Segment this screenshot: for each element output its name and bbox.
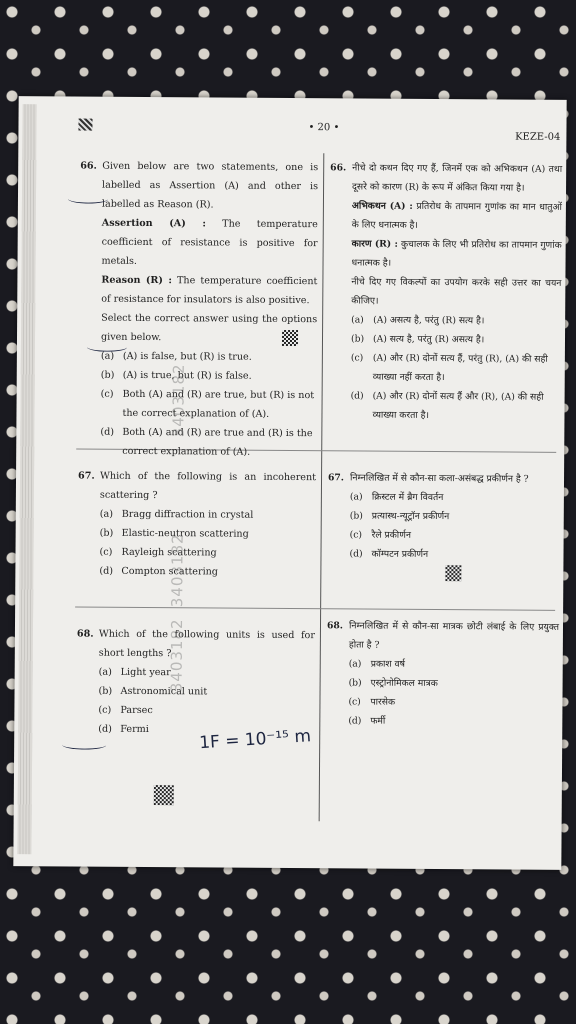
question-67-english xyxy=(77,467,316,583)
handwritten-tick xyxy=(87,343,127,352)
option-c: (c) Rayleigh scattering xyxy=(99,546,217,559)
option-a: (a) (A) is false, but (R) is true. xyxy=(100,350,252,363)
handwritten-tick xyxy=(68,194,108,203)
page-stack-edge xyxy=(17,104,36,854)
watermark: 3403182 xyxy=(168,533,187,608)
handwritten-tick xyxy=(62,740,106,749)
reason-text: The temperature coefficient of resistance for insulators is also positive. xyxy=(101,275,318,307)
option-a: (a) क्रिस्टल में ब्रैग विवर्तन xyxy=(349,491,444,504)
assertion-text: प्रतिरोध के तापमान गुणांक का मान धातुओं के लिए धनात्मक है। xyxy=(351,200,562,231)
instruction: नीचे दिए गए विकल्पों का उपयोग करके सही उत्तर का चयन कीजिए। xyxy=(351,276,562,307)
option-a: (a) Light year xyxy=(98,666,171,679)
question-number: 67. xyxy=(327,472,345,484)
watermark: 3403182 xyxy=(169,363,188,438)
assertion-label: Assertion (A) : xyxy=(101,217,206,230)
question-68-english xyxy=(76,625,315,741)
question-67-hindi xyxy=(327,468,560,565)
qr-code xyxy=(282,330,298,346)
question-number: 68. xyxy=(76,628,94,640)
instruction: Select the correct answer using the options given below. xyxy=(100,312,318,344)
question-66-english xyxy=(78,157,318,463)
question-68-hindi xyxy=(326,616,559,732)
option-b: (b) (A) is true, but (R) is false. xyxy=(100,369,252,382)
option-d: (d) Fermi xyxy=(98,723,149,736)
option-c: (c) Parsec xyxy=(98,704,153,717)
question-stem: निम्नलिखित में से कौन-सा मात्रक छोटी लंबाई के लिए प्रयुक्त होता है ? xyxy=(348,620,560,651)
option-d: (d) Compton scattering xyxy=(99,565,219,578)
handwritten-note: 1F = 10⁻¹⁵ m xyxy=(198,726,312,754)
question-stem: निम्नलिखित में से कौन-सा कला-असंबद्ध प्रकीर्णन है ? xyxy=(349,472,529,485)
option-b: (b) एस्ट्रोनोमिकल मात्रक xyxy=(348,677,438,690)
assertion-text: The temperature coefficient of resistance is positive for metals. xyxy=(101,218,318,267)
question-66-hindi xyxy=(328,158,562,426)
reason-label: Reason (R) : xyxy=(101,274,172,287)
column-divider xyxy=(319,153,325,821)
exam-page xyxy=(13,96,566,870)
question-number: 66. xyxy=(330,162,347,174)
option-b: (b) (A) सत्य है, परंतु (R) असत्य है। xyxy=(350,333,485,346)
question-stem: नीचे दो कथन दिए गए हैं, जिनमें एक को अभिकथन (A) तथा दूसरे को कारण (R) के रूप में अंकित किया गया है। xyxy=(352,162,563,194)
option-a: (a) (A) असत्य है, परंतु (R) सत्य है। xyxy=(351,314,485,327)
option-c: (c) रैले प्रकीर्णन xyxy=(349,529,411,541)
question-separator xyxy=(75,607,555,611)
option-c: (c) Both (A) and (R) are true, but (R) is not the correct explanation of (A). xyxy=(100,388,315,420)
question-stem: Which of the following is an incoherent scattering ? xyxy=(99,470,317,502)
option-c: (c) (A) और (R) दोनों सत्य हैं, परंतु (R), (A) की सही व्याख्या नहीं करता है। xyxy=(350,352,548,384)
question-stem: Given below are two statements, one is labelled as Assertion (A) and other is labelled as Reason (R). xyxy=(101,160,319,211)
assertion-label: अभिकथन (A) : xyxy=(351,200,413,212)
qr-code xyxy=(154,785,174,805)
reason-label: कारण (R) : xyxy=(351,238,398,250)
qr-code xyxy=(445,565,461,581)
paper-code: KEZE-04 xyxy=(515,131,561,143)
question-number: 67. xyxy=(78,470,95,482)
option-d: (d) कॉम्पटन प्रकीर्णन xyxy=(349,548,429,560)
header-qr-code xyxy=(78,119,92,131)
reason-text: कुचालक के लिए भी प्रतिरोध का तापमान गुणांक धनात्मक है। xyxy=(351,238,562,269)
option-d: (d) Both (A) and (R) are true and (R) is the correct explanation of (A). xyxy=(100,426,313,458)
option-a: (a) Bragg diffraction in crystal xyxy=(99,508,254,521)
option-b: (b) प्रत्यास्थ-न्यूट्रॉन प्रकीर्णन xyxy=(349,510,450,523)
option-b: (b) Astronomical unit xyxy=(98,685,208,698)
option-d: (d) (A) और (R) दोनों सत्य हैं और (R), (A) की सही व्याख्या करता है। xyxy=(350,390,544,421)
watermark: 3403182 xyxy=(167,618,187,693)
option-a: (a) प्रकाश वर्ष xyxy=(348,658,406,670)
question-number: 68. xyxy=(326,620,344,632)
option-c: (c) पारसेक xyxy=(348,696,396,708)
question-stem: Which of the following units is used for short lengths ? xyxy=(98,628,315,660)
option-b: (b) Elastic-neutron scattering xyxy=(99,527,249,540)
page-number: • 20 • xyxy=(308,122,340,134)
option-d: (d) फर्मी xyxy=(348,715,386,727)
question-number: 66. xyxy=(80,160,97,172)
